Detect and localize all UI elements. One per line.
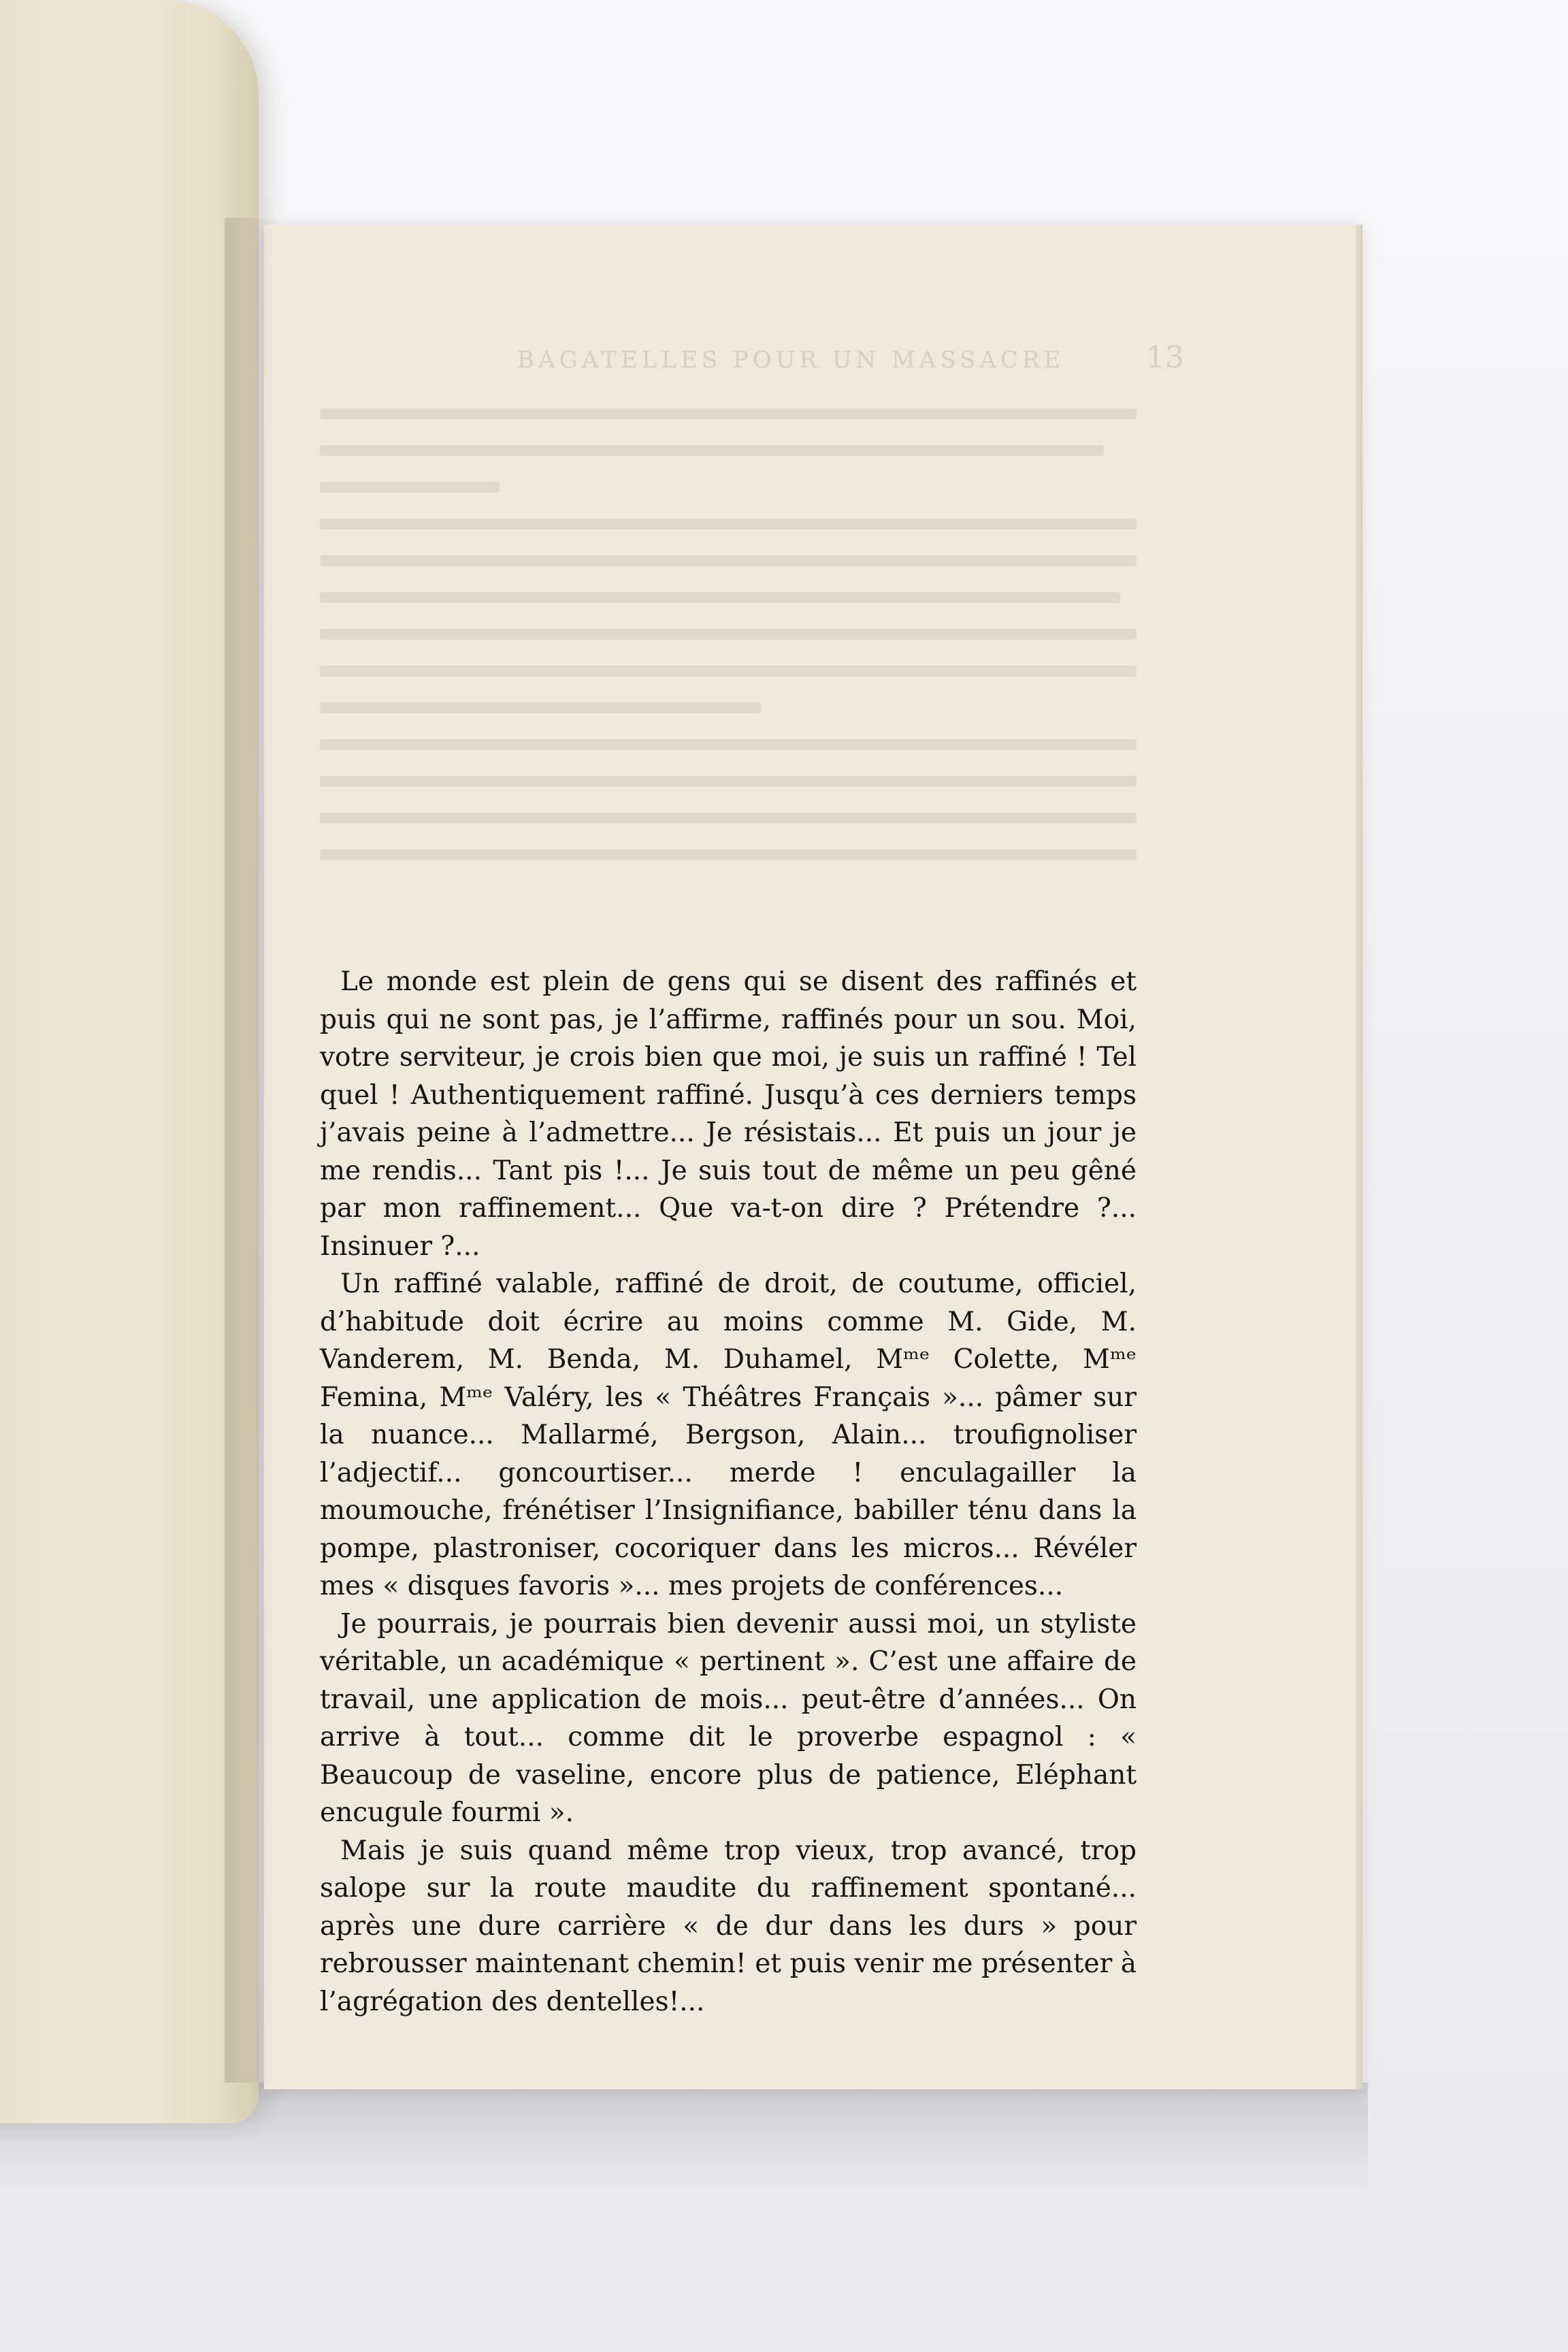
paragraph-4: Mais je suis quand même trop vieux, trop avancé, trop salope sur la route maudite du raffinement spontané... après une dure carrière « de dur dans les durs » pour rebrousser maintenant chemin! et puis venir me présenter à l’agrégation des dentelles!... — [320, 1835, 1137, 2017]
running-title: BAGATELLES POUR UN MASSACRE — [517, 346, 1065, 374]
page-edge — [1356, 225, 1362, 2089]
paragraph-2: Un raffiné valable, raffiné de droit, de coutume, officiel, d’habitude doit écrire au moins comme M. Gide, M. Vanderem, M. Benda, M. Duhamel, Mᵐᵉ Colette, Mᵐᵉ Femina, Mᵐᵉ Valéry, les « Théâtres Français »... pâmer sur la nuance... Mallarmé, Bergson, Alain... troufignoliser l’adjectif... goncourtiser... merde ! enculagailler la moumouche, frénétiser l’Insignifiance, babiller ténu dans la pompe, plastroniser, cocoriquer dans les micros... Révéler mes « disques favoris »... mes projets de conférences... — [320, 1269, 1137, 1601]
paragraph-1: Le monde est plein de gens qui se disent des raffinés et puis qui ne sont pas, je l’affirme, raffinés pour un sou. Moi, votre serviteur, je crois bien que moi, je suis un raffiné ! Tel quel ! Authentiquement raffiné. Jusqu’à ces derniers temps j’avais peine à l’admettre... Je résistais... Et puis un jour je me rendis... Tant pis !... Je suis tout de même un peu gêné par mon raffinement... Que va-t-on dire ? Prétendre ?... Insinuer ?... — [320, 966, 1137, 1262]
body-text — [320, 963, 1137, 2021]
page-number: 13 — [1146, 340, 1184, 375]
paragraph-3: Je pourrais, je pourrais bien devenir aussi moi, un styliste véritable, un académique « pertinent ». C’est une affaire de travail, une application de mois... peut-être d’années... On arrive à tout... comme dit le proverbe espagnol : « Beaucoup de vaseline, encore plus de patience, Eléphant encugule fourmi ». — [320, 1608, 1137, 1828]
book-gutter — [225, 218, 272, 2082]
left-page-curl — [0, 0, 259, 2123]
show-through-text — [320, 408, 1137, 960]
page-header — [517, 340, 1184, 375]
